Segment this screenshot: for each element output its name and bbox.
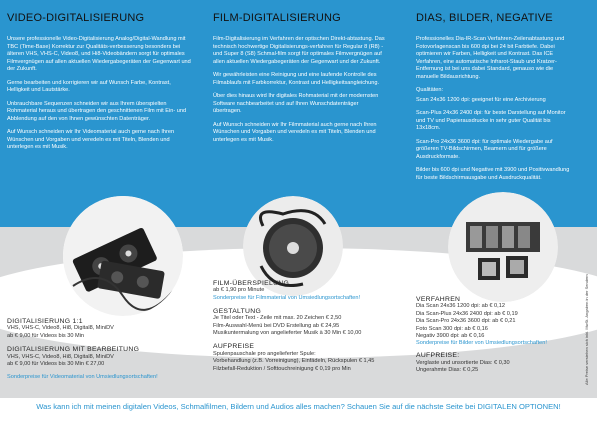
film-heading-3: AUFPREISE [213,343,255,351]
dias-row-1: Dia Scan 24x36 1200 dpi: ab € 0,12 [416,303,505,310]
dias-para-6: Bilder bis 600 dpi und Negative mit 3900 und Positivwandlung für beste Bildschirmausgabe und Ausdruckqualität. [416,167,570,181]
film-para-4: Auf Wunsch schneiden wir Ihr Filmmaterial auch gerne nach Ihren Wünschen und Vorgaben und veredeln es mit Titeln, Blenden und unterlegen es mit Musik. [213,121,377,143]
dias-para-1: Professionelles Dia-IR-Scan Verfahren-Zeilenabtastung und Fotovorlagenscan bis 600 dpi bei 24 bit Farbtiefe. Dabei optimieren wir Farben, Helligkeit und Kontrast. Das ICE Verfahren, eine automatische Infrarot-Staub und Kratzer-Entfernung ist bei uns dabei Standard, genauso wie die manuelle Bildausrichtung. [416,36,565,80]
dias-prices [416,296,581,375]
dias-heading-2: AUFPREISE: [416,352,460,360]
footer-text: Was kann ich mit meinen digitalen Videos, Schmalfilmen, Bildern und Audios alles machen? Schauen Sie auf die nächste Seite bei DIGITALEN OPTIONEN! [36,402,561,411]
dias-para-4: Scan-Plus 24x36 2400 dpi: für beste Darstellung auf Monitor und TV und Papierausdrucke in sehr guter Qualität bis 13x18cm. [416,110,566,131]
video-para-2: Gerne bearbeiten und korrigieren wir auf Wunsch Farbe, Kontrast, Helligkeit und Lautstärke. [7,79,171,93]
video-heading-2: DIGITALISIERUNG MIT BEARBEITUNG [7,346,140,354]
film-line-2c: Musikuntermalung von angelieferter Musik à 30 Min € 10,00 [213,330,362,337]
side-note: Alle Preise verstehen sich inkl. MwSt. Angaben in der Sendern [584,274,589,385]
film-line-2b: Film-Auswahl-Menü bei DVD Erstellung ab € 24,95 [213,322,340,329]
video-heading-1: DIGITALISIERUNG 1:1 [7,318,83,325]
slides-image [448,192,558,302]
dias-para-5: Scan-Pro 24x36 3600 dpi: für optimale Wiedergabe auf größeren TV-Bildschirmen, Beamern und für größere Ausdruckformate. [416,138,553,160]
dias-row-5: Negativ 3900 dpi: ab € 0,16 [416,333,485,340]
dias-title: DIAS, BILDER, NEGATIVE [416,12,553,24]
dias-para-2: Qualitäten: [416,87,444,93]
video-price-1: ab € 9,00 für Videos bis 30 Min [7,332,85,339]
dias-row-3: Dia Scan-Pro 24x36 3600 dpi: ab € 0,21 [416,318,516,325]
video-prices [7,318,207,381]
video-formats-1: VHS, VHS-C, Video8, Hi8, Digital8, MiniDV [7,325,114,332]
dias-heading-1: VERFAHREN [416,296,461,303]
film-heading-2: GESTALTUNG [213,307,262,315]
dias-text [416,36,576,188]
film-line-2a: Je Titel oder Text - Zeile mit max. 20 Zeichen € 2,50 [213,315,342,322]
film-title: FILM-DIGITALISIERUNG [213,12,341,24]
film-heading-1: FILM-ÜBERSPIELUNG [213,280,290,287]
video-price-2: ab € 9,00 für Videos bis 30 Min € 27,00 [7,361,105,368]
dias-row-4: Foto Scan 300 dpi: ab € 0,16 [416,325,488,332]
film-note-1: Sonderpreise für Filmmaterial von Umsiedlungsortschaften! [213,294,361,301]
dias-row-2: Dia Scan-Plus 24x36 2400 dpi: ab € 0,19 [416,310,518,317]
film-price-1: ab € 1,90 pro Minute [213,287,265,294]
film-line-3c: Filzbefall-Reduktion / Softtouchreinigung € 0,19 pro Min [213,365,351,372]
dias-line-2a: Verglaste und unsortierte Dias: € 0,30 [416,359,510,366]
film-line-3a: Spulenpauschale pro angelieferter Spule: [213,350,316,357]
film-line-3b: Vorbehandlung (z.B. Vorreinigung), Einfädeln, Rückspulen € 1,45 [213,358,375,365]
film-para-2: Wir gewährleisten eine Reinigung und eine laufende Kontrolle des Filmablaufs mit Farbkorrektur, Kontrast und Helligkeitsangleichung. [213,72,380,86]
videotapes-image [63,196,183,316]
video-title: VIDEO-DIGITALISIERUNG [7,12,145,24]
film-text [213,36,387,150]
film-para-1: Film-Digitalisierung im Verfahren der optischen Direkt-abtastung. Das technisch hochwertige Digitalisierungs-verfahren für Regular 8 (R8) - und Super 8 (S8) Schmal-film sorgt für optimales Filmvergnügen auf allen aktuellen Wiedergabegeräten der Gegenwart und der Zukunft. [213,36,385,65]
film-para-3: Über dies hinaus wird Ihr digitales Rohmaterial mit der modernsten Software nachbearbeitet und auf Ihren Wunschdatenträger übertragen. [213,93,379,114]
video-text [7,36,193,158]
video-para-4: Auf Wunsch schneiden wir Ihr Videomaterial auch gerne nach Ihren Wünschen und Vorgaben und veredeln es mit Titeln, Blenden und unterlegen es mit Musik. [7,129,175,150]
dias-para-3: Scan 24x36 1200 dpi: geeignet für eine Archivierung [416,96,546,103]
video-note: Sonderpreise für Videomaterial von Umsiedlungsortschaften! [7,374,158,381]
film-prices [213,280,403,373]
dias-note: Sonderpreise für Bilder von Umsiedlungsortschaften! [416,340,547,347]
video-formats-2: VHS, VHS-C, Video8, Hi8, Digital8, MiniDV [7,353,114,360]
dias-line-2b: Ungerahmte Dias: € 0,25 [416,367,479,374]
video-para-3: Unbrauchbare Sequenzen schneiden wir aus Ihrem überspielten Rohmaterial heraus und übertragen den geschnittenen Film mit Ein- und Abblendung auf den von Ihnen gewünschten Datenträger. [7,100,187,122]
video-para-1: Unsere professionelle Video-Digitalisierung Analog/Digital-Wandlung mit TBC (Time-Base) Korrektur zur Qualitäts-verbesserung besonders bei älteren VHS, VHS-C, Video8, und Hi8-Videobändern sorgt für optimales Filmvergnügen auf allen aktuellen Wiedergabegeräten der Gegenwart und der Zukunft. [7,36,191,72]
